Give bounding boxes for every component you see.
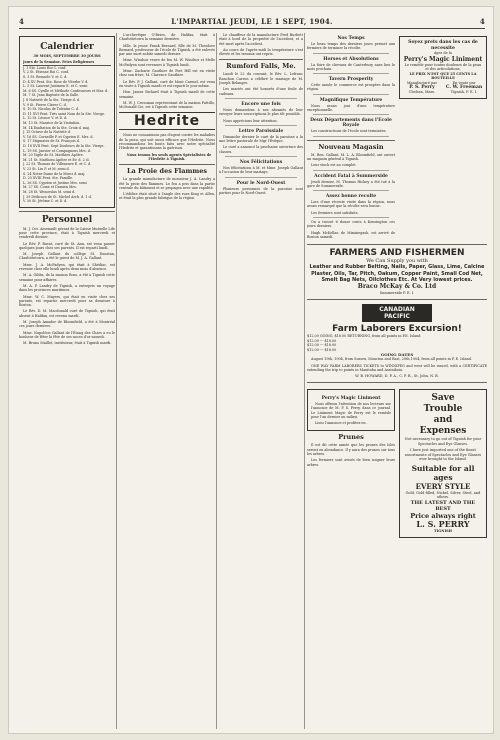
news-item-title: Nos Temps <box>337 36 365 41</box>
prunes-paragraph: Les fermiers sont avisés de bien soigner leurs arbres. <box>307 458 395 467</box>
nord-text: Plusieurs personnes de la paroisse sont parties pour le Nord-Ouest. <box>219 186 303 195</box>
column-2-paragraphs <box>119 33 215 109</box>
column-1 <box>19 33 115 729</box>
calendar-row: S. 24 Notre-Dame de la Merci d. maj. <box>23 171 86 176</box>
hedrite-ad-title: Hedrite <box>119 112 215 130</box>
calendar-box <box>19 36 115 208</box>
personnel-paragraph: M. Joseph Amador de Bloomfield, a été à Montréal ces jours derniers. <box>19 320 115 329</box>
column-2 <box>119 33 215 729</box>
news-paragraph: Au cours de l'après-midi la température s'est élevée et les travaux ont repris. <box>219 47 303 57</box>
calendar-row: L. 19 SS. Janvier et Compagnons Mrs. d. <box>23 148 91 153</box>
calendar-subtitle: 30 MOIS, SEPTEMBRE 30 JOURS <box>33 54 101 58</box>
news-item-text: La foire de chevaux de Canterbury aura lieu le mois prochain. <box>307 62 395 71</box>
news-paragraph: Mme. Windsor veuve de feu M. W. Windsor et Melle McFadyen sont revenues à Tignish lundi. <box>119 58 215 67</box>
calendar-row: L. 26 SS. Cyprien et Justine Mrs. semi <box>23 180 87 185</box>
ad-headline: Soyez prets dans les cas de necessite <box>408 40 478 51</box>
calendar-row: J. 1 Ste. Louis Roi C. conf. <box>23 65 67 70</box>
page-number-left: 4 <box>19 17 25 26</box>
personnel-paragraph: M. Joseph Gallant du collège St. Dunstan, Charlottetown, a été le guest de M. J. A. Gallant. <box>19 252 115 261</box>
news-paragraph: Hon. James Richard était à Tignish mardi de cette semaine. <box>119 90 215 99</box>
felicitations-text: Nos félicitations à M. et Mme. Joseph Gallant à l'occasion de leur mariage. <box>219 166 303 175</box>
ad-sub: Ayez de la <box>433 51 453 55</box>
calendar-row: S. 10 St. Nicolas de Tolentin C. d. <box>23 107 80 112</box>
felicitations-title: Nos Félicitations <box>239 160 283 166</box>
excursion-note: ONE WAY FARM LABORERS TICKETS to WINNIPEG and west will be issued, with a CERTIFICATE extending the trip to points in Manitoba and Assiniboia. <box>307 363 487 373</box>
spectacles-latest: THE LATEST AND THE BEST <box>410 500 476 513</box>
news-item-text: Cette année le commerce est prospère dans la région. <box>307 83 395 92</box>
personnel-paragraph: Le Rév. D. M. Macdonald curé de Tignish, qui était absent à Halifax, est revenu mardi. <box>19 309 115 318</box>
encore-paragraph: Nous apprécions leur attention. <box>223 118 278 123</box>
calendar-row: M. 20 Vigile de St. Matthieu Apôtre. <box>23 153 84 158</box>
bonne-paragraph: Les fermiers sont satisfaits. <box>311 210 359 215</box>
perry-notice-title: Perry's Magic Liniment <box>321 395 381 401</box>
spectacles-place: TIGNISH <box>434 529 452 534</box>
news-item-text: Nous avons joui d'une température exceptionnelle. <box>307 103 395 113</box>
spectacles-headline-word: Trouble <box>423 403 463 414</box>
flammes-paragraph: L'édifice était situé à l'angle des rues King et Allen, et était la plus grande fabrique de la région. <box>119 192 215 201</box>
calendar-row: D. 11 XVI Pent. Très saint Nom de la Ste. Vierge. <box>23 111 106 116</box>
perry-notice-paragraphs <box>311 402 391 425</box>
calendar-row: D. 18 XVII Pent. Sept Douleurs de la Ste. Vierge. <box>23 143 105 148</box>
hedrite-ad-note: Nous tenons les seuls agents Spécialistes de l'Hedrite à Tignish. <box>126 152 212 161</box>
newspaper-page <box>8 6 494 734</box>
agent-label: En vente par <box>452 80 476 85</box>
ad-agent <box>445 81 483 95</box>
perry-notice-paragraph: Lisez l'annonce et profitez-en. <box>315 421 367 426</box>
calendar-row: M. 13 St. Maurice de la Visitation. <box>23 121 81 126</box>
news-item-text: Le beau temps des derniers jours permet aux fermiers de terminer la récolte. <box>307 42 395 51</box>
news-item-title: Horses et Absolutions <box>323 56 379 62</box>
lettre-paragraph: Dimanche dernier le curé de la paroisse a lu une lettre pastorale de Mgr l'Évêque. <box>219 134 303 144</box>
column-4-left <box>307 33 395 241</box>
calendar-row: S. 17 Stigmates de St. François d. <box>23 139 80 144</box>
column-rule <box>116 33 117 729</box>
cp-agent: W. B. HOWARD, D. P. A., C. P. R., St. John, N. B. <box>355 374 439 379</box>
personnel-paragraph: M. A. Gibbs, de la maison Ross, a été à Tignish cette semaine pour affaires. <box>19 273 115 282</box>
perry-notice <box>307 389 395 431</box>
news-paragraph: Mlle. la jeune Frank Bernard, fille de M. Theodore Bernard, professeur de l'école de Tignish, a été enlevée par une mort subite samedi dernier. <box>119 43 215 57</box>
spectacles-suitable: Suitable for all ages <box>411 463 475 482</box>
calendar-row: V. 23 St. Lin P. et M. semi d. <box>23 166 70 171</box>
newspaper-title-date: L'IMPARTIAL JEUDI, LE 1 SEPT, 1904. <box>171 17 333 26</box>
farmers-line2: Leather and Rubber Belting, Nails, Paper, Glass, Lime, Calcine Plaster, Oils, Tar, Pitch, Oakum, Copper Paint, Small Cod Net, Smelt Bag Nets, Oilclothes Etc. At Very lowest prices. <box>309 264 485 284</box>
rumford-paragraphs <box>219 72 303 95</box>
flammes-paragraph: La grande manufacture de monsieur J. A. Landry a été la proie des flammes. Le feu a pris dans la partie centrale du bâtiment et se propagea avec une rapidité. <box>119 177 215 190</box>
ad-price: LE PRIX N'EST QUE 25 CENTS LA BOUTEILLE <box>409 71 477 81</box>
bottom-right <box>399 386 487 541</box>
news-items <box>307 36 395 137</box>
canadian-pacific-logo <box>362 304 432 322</box>
encore-paragraph: Nous demandons à nos abonnés de leur envoyer leurs souscriptions le plus tôt possible. <box>219 107 303 117</box>
ad-desc: Le remède pour toutes douleurs de la peau et des articulations. <box>404 62 482 72</box>
mfr-label: Manufacturé par <box>406 80 438 85</box>
page-number-right: 4 <box>479 17 485 26</box>
rumford-paragraph: Les mariés ont été honorés d'une foule de cadeaux. <box>219 87 303 96</box>
flammes-paragraphs <box>119 177 215 200</box>
news-paragraph: L'archevêque O'Brien, de Halifax, était à Charlottetown la semaine dernière. <box>119 33 215 42</box>
calendar-row: D. 4 XV Pent. Ste. Rose de Viterbe V. d. <box>23 79 89 84</box>
calendar-row: J. 22 St. Thomas de Villeneuve E. et C. d. <box>23 162 92 167</box>
hedrite-ad-text: Nous ne connaissons pas d'agent contre les maladies de la peau, qui soit aussi efficace que l'Hedrite. Nous recommandons les bouts faits avec notre spécialité l'Hedrite et garantissons la guérison. <box>119 133 215 151</box>
last-note: Hugh McKellar, de Miminegash, est arrivé de Boston samedi. <box>307 230 395 239</box>
agent-name: C. W. Freeman <box>445 84 483 90</box>
ad-manufacturer <box>403 81 441 95</box>
spectacles-style: EVERY STYLE <box>415 481 471 491</box>
column-4-split <box>307 33 487 241</box>
prunes-paragraph: Il est dit cette année que les prunes des Isles seront en abondance. Il y aura des prunes sur tous les arbres. <box>307 443 395 456</box>
news-item-title: Magnifique Température <box>319 97 383 103</box>
column-4 <box>307 33 487 729</box>
spectacles-name: L. S. PERRY <box>416 519 470 530</box>
nouveau-magasin-title: Nouveau Magasin <box>318 142 384 151</box>
accident-text: Jeudi dernier, M. Thomas Hickey a été tué à la gare de Summerside. <box>307 179 395 188</box>
personnel-paragraph: M. A. P. Landry de Tignish, a entrepris un voyage dans les provinces maritimes. <box>19 283 115 293</box>
prunes-paragraphs <box>307 443 395 466</box>
fare-rows <box>307 334 487 352</box>
going-dates-text: August 19th, 1904, from Sussex, Moncton and East, 20th 1904, from all points in P. E. Island. <box>311 357 472 362</box>
column-3-top-paragraphs <box>219 33 303 56</box>
bonne-paragraph: Lors d'une récente visite dans la région, nous avons remarqué que la récolte sera bonne. <box>307 200 395 209</box>
lettre-paragraph: Le curé a annoncé la prochaine ouverture des classes. <box>219 145 303 154</box>
save-words <box>403 393 483 437</box>
prunes-title: Prunes <box>338 433 364 442</box>
fare-row: $12.00 --- $18.00 <box>307 338 337 343</box>
calendar-row: J. 15 Octave de la Nativité d. <box>23 130 71 135</box>
ad-contacts <box>403 81 483 95</box>
rumford-title: Rumford Falls, Me. <box>226 62 296 71</box>
personnel-paragraph: M. J. Oct. Arsenault gérant de la Caisse Mutuelle Life pour cette province, était à Tignish mercredi et vendredi dernier. <box>19 226 115 240</box>
personnel-paragraph: Mme. Napoléon Gallant de l'Étang des Chars a eu le bonheur de fêter la fête de ses noces d'or samedi. <box>19 330 115 339</box>
farmers-line1: We Can Supply you with <box>366 258 428 265</box>
lettre-paragraphs <box>219 135 303 154</box>
calendar-row: M. 27 SS. Come et Damien Mrs. <box>23 185 77 190</box>
news-item-title: Tavern Prosperity <box>328 77 374 83</box>
spectacles-text-2: I have just imported one of the finest assortments of Spectacles and Eye Glasses ever brought to the Island. <box>404 448 482 462</box>
spectacles-headline-word: Expenses <box>419 425 467 436</box>
news-paragraph: Mme. Zacharie Gauthier de Port Hill est en visite chez son frère, M. Clarence Gauthier. <box>119 69 215 78</box>
personnel-paragraphs <box>19 227 115 346</box>
bottom-left <box>307 386 395 541</box>
news-paragraph: Le chauffeur de la manufacture Fred Burbett était à bord de la propriété de l'accident, et a été mort après l'accident. <box>219 33 303 46</box>
calendar-row: J. 8 Nativité de la Ste. Vierge d. d. <box>23 98 80 103</box>
perry-liniment-ad <box>399 36 487 99</box>
nouveau-paragraph: Leur stock est au complet. <box>311 163 357 168</box>
fare-row: $12.00 GOING, $18.00 RETURNING, from all points in P.E. Island <box>307 334 421 339</box>
fare-row: $12.00 --- $18.00 <box>307 343 337 348</box>
calendar-row: V. 9 St. Pierre Claver C. d. <box>23 102 67 107</box>
calendar-row: V. 30 St. Jérôme C. et D. d. <box>23 199 68 204</box>
masthead <box>19 15 485 29</box>
spectacles-headline-word: Save <box>431 392 455 403</box>
column-rule <box>304 33 305 729</box>
calendar-row: M. 21 St. Matthieu Apôtre et Ev. d. 2 cl. <box>23 157 90 162</box>
calendar-row: S. 3 St. Remacle V. et C. d. <box>23 75 68 80</box>
personnel-title: Personnel <box>41 214 93 225</box>
spectacles-headline-word: and <box>433 414 453 425</box>
calendar-row: L. 5 St. Laurent Justinien E. et C. semi <box>23 84 88 89</box>
nouveau-paragraph: M. Ben. Gallant, M. L. A. Bloomfield, ont ouvert un magasin général à Tignish. <box>307 152 395 161</box>
spectacles-metals: Gold, Gold filled, Nickel, Silver, Steel, and others. <box>405 490 481 500</box>
lettre-title: Lettre Paroissiale <box>238 128 284 134</box>
calendar-rows <box>23 66 111 204</box>
encore-paragraphs <box>219 108 303 123</box>
news-paragraph: M. W. J. Crossman représentant de la maison Pattillo, McDonald Cie, est à Tignish cette semaine. <box>119 100 215 110</box>
column-rule <box>216 33 217 729</box>
calendar-row: M. 7 St. Jean Baptiste de la Salle. <box>23 93 80 98</box>
personnel-paragraph: M. Bruno Maillet, instituteur, était à Tignish mardi. <box>23 341 112 346</box>
news-item-title: Deux Départements dans l'Ecole Royale <box>310 118 392 129</box>
bottom-split <box>307 386 487 541</box>
spectacles-prices: Price always right <box>410 512 476 521</box>
bottom-note: On a trouvé 6 douze cents à Kensington ces jours derniers. <box>307 220 395 229</box>
spectacles-ad <box>399 389 487 538</box>
news-item-text: Les constructions de l'école sont terminées. <box>311 129 387 134</box>
ad-product: Perry's Magic Liniment <box>403 55 483 63</box>
mfr-name: P. S. Perry <box>409 84 435 90</box>
calendar-head: Jours de la Semaine. Fetes Religieuses <box>23 60 111 66</box>
personnel-paragraph: Mme. W. C. Mayers, qui était en visite chez ses parents, est repartie mercredi pour sa demeure à Boston. <box>19 294 115 308</box>
news-paragraph: Le Rév. P. J. Gallant, curé de Mont Carmel, est venu en visite à Tignish mardi et est reparti le jour même. <box>119 79 215 88</box>
calendar-row: V. 16 SS. Corneille P. et Cyprien E. Mrs. d. <box>23 134 94 139</box>
cp-logo-line2: PACIFIC <box>384 313 410 321</box>
going-dates-title: GOING DATES <box>380 352 414 358</box>
calendar-title: Calendrier <box>40 42 94 52</box>
calendar-row: M. 6 SS. Cyrille et Méthode Confesseurs et Mar. d. <box>23 88 109 93</box>
farmers-company: Braco McKay & Co. Ltd <box>357 283 437 291</box>
calendar-row: M. 14 Exaltation de la Ste. Croix d. maj. <box>23 125 91 130</box>
column-3 <box>219 33 303 729</box>
nouveau-paragraphs <box>307 153 395 168</box>
calendar-row: M. 28 St. Wenceslas M. semi d. <box>23 189 76 194</box>
encore-title: Encore une fois <box>241 101 281 107</box>
personnel-paragraph: Mme. J. A. McFadyen, qui était à Shédiac, est revenue chez elle lundi après deux mois d'absence. <box>19 262 115 272</box>
calendar-row: V. 2 St. Etienne Roi C. conf. <box>23 70 69 75</box>
personnel-paragraph: Le Rév. P. Ravat, curé de St. Ann, est venu passer quelques jours chez ses parents. Il est reparti lundi. <box>19 241 115 250</box>
column-4-right <box>399 33 487 241</box>
nord-title: Pour le Nord-Ouest <box>236 180 286 186</box>
agent-place: Tignish, P. E. I. <box>450 90 478 95</box>
bonne-recolte-title: Assez bonne recolte <box>325 194 377 200</box>
rumford-paragraph: Lundi le 22 du courant, le Rév. L. Lefranc Ranchon Carron a célébré le mariage de M. Joseph Belanger. <box>219 72 303 86</box>
excursion-title: Farm Laborers Excursion! <box>332 324 462 335</box>
bonne-paragraphs <box>307 200 395 215</box>
calendar-row: D. 25 XVIII Pent. Ste. Famille. <box>23 176 74 181</box>
accident-title: Accident Fatal à Summerside <box>314 173 388 179</box>
spectacles-text: Not necessary to go out of Tignish for your Spectacles and Eye Glasses. <box>404 436 482 446</box>
farmers-title: FARMERS AND FISHERMEN <box>329 248 465 259</box>
fare-row: $12.00 --- $18.00 <box>307 347 337 352</box>
calendar-row: L. 12 St. Léonce V. et D. d. <box>23 116 68 121</box>
calendar-row: J. 29 Dédicace de St. Michel Arch. d. 1 cl. <box>23 194 93 199</box>
perry-notice-paragraph: Nous offrons l'attention de nos lecteurs sur l'annonce de M. P. S. Perry, dans ce journal. Le Liniment Magic de Perry est le remède pour l'an dernier au milieu. <box>311 401 391 419</box>
farmers-company-place: Summerside P. E. I. <box>379 291 415 296</box>
flammes-title: La Proie des Flammes <box>126 167 207 176</box>
cp-logo-line1: CANADIAN <box>379 306 415 314</box>
mfr-place: Chelsea, Mass. <box>408 90 436 95</box>
